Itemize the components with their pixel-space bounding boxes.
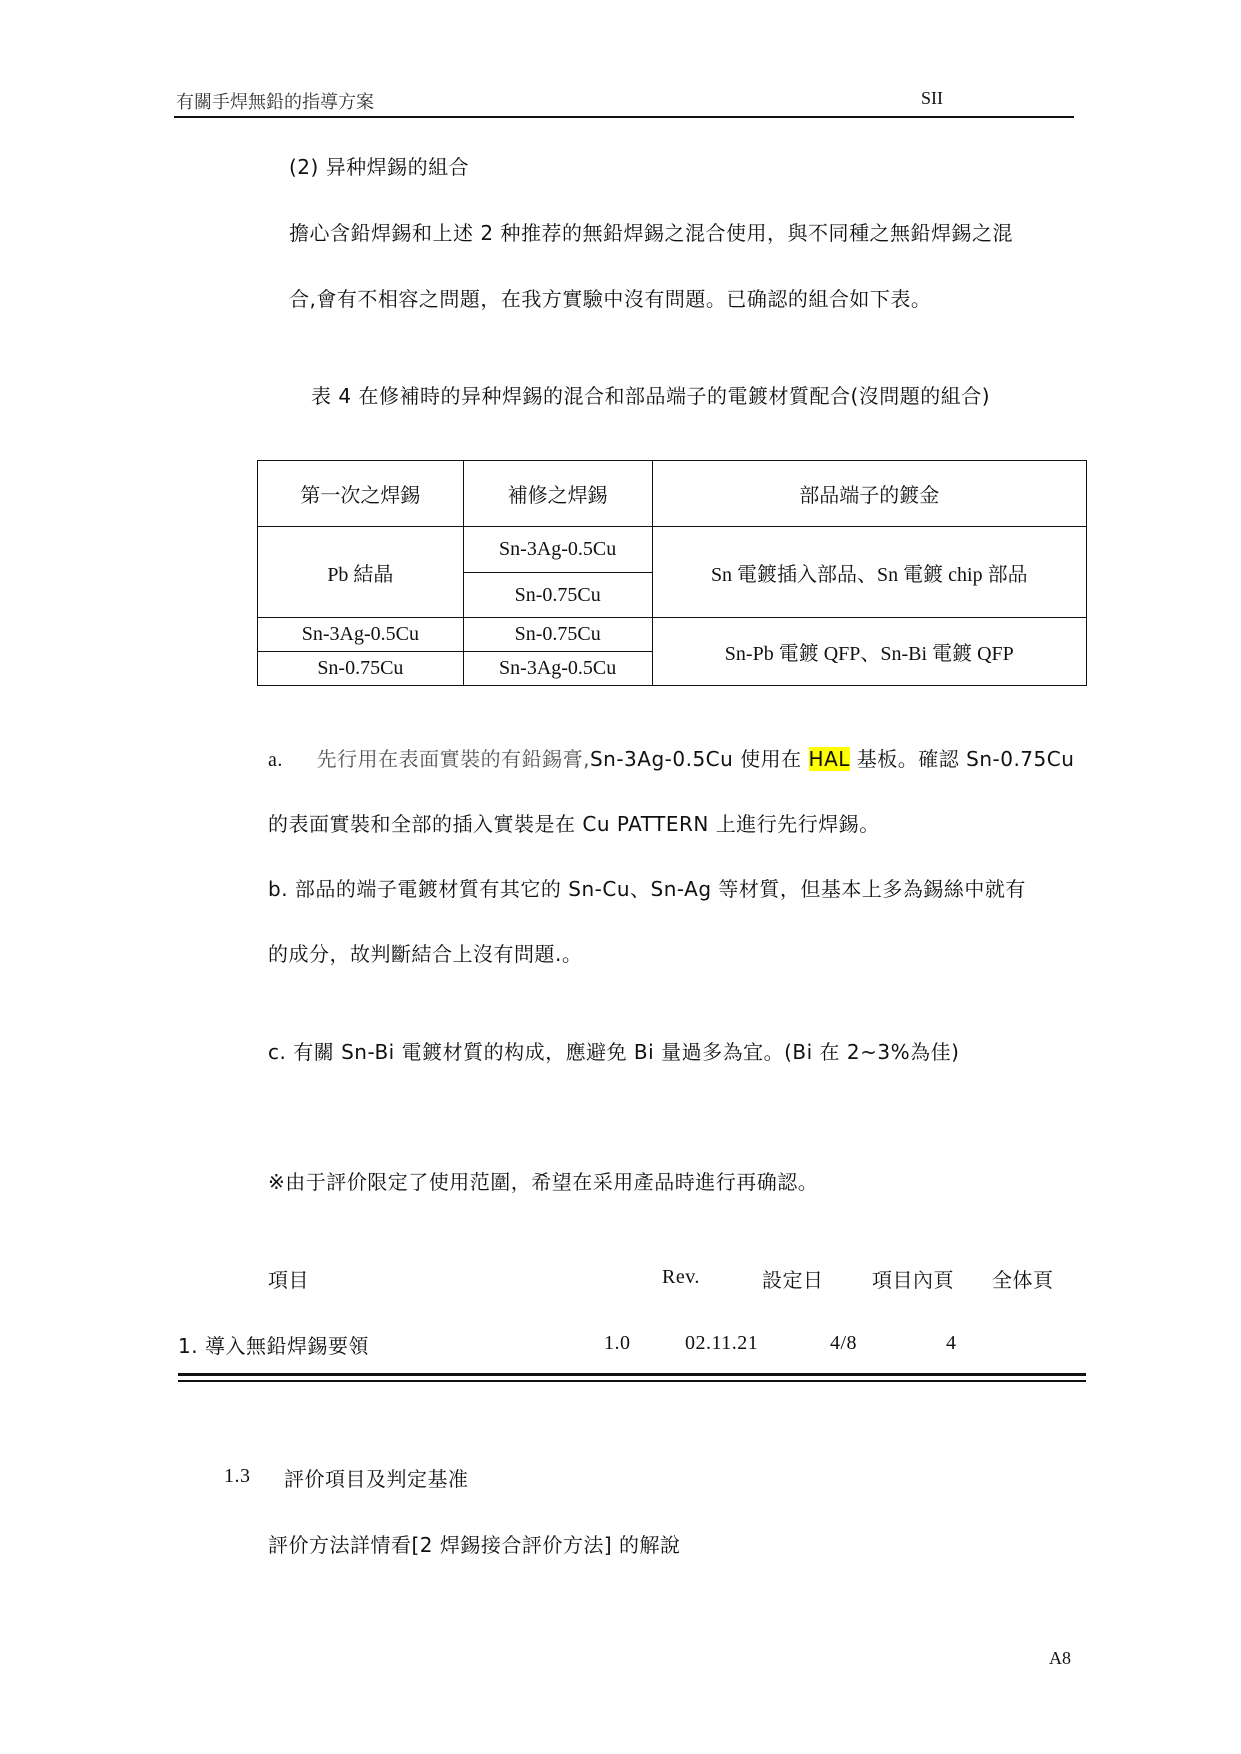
table-cell-first: Sn-3Ag-0.5Cu — [258, 618, 464, 652]
note-a-tail-text: 基板。確認 Sn-0.75Cu — [849, 747, 1075, 771]
paragraph-line-2: 合,會有不相容之問題，在我方實驗中沒有問題。已确認的組合如下表。 — [289, 287, 932, 311]
table-cell-repair: Sn-3Ag-0.5Cu — [463, 652, 652, 686]
note-c: c. 有關 Sn-Bi 電鍍材質的构成，應避免 Bi 量過多為宜。(Bi 在 2~3%為佳) — [268, 1040, 960, 1064]
table-cell-plating: Sn-Pb 電鍍 QFP、Sn-Bi 電鍍 QFP — [652, 618, 1086, 686]
header-company: SII — [921, 88, 943, 108]
header-rule — [174, 116, 1074, 118]
table-row — [258, 618, 1087, 652]
note-a-label: a. — [268, 749, 283, 771]
index-double-rule-top — [178, 1373, 1086, 1376]
section-title: (2) 异种焊錫的組合 — [289, 155, 470, 179]
index-double-rule-bottom — [178, 1380, 1086, 1382]
table-header-terminal-plating: 部品端子的鍍金 — [652, 461, 1086, 527]
table-row — [258, 527, 1087, 573]
index-header-item-page: 項目內頁 — [872, 1268, 954, 1292]
note-a-highlight: HAL — [808, 747, 850, 771]
note-a-line-1 — [268, 743, 1074, 772]
section-heading: 評价項目及判定基准 — [284, 1467, 469, 1491]
index-row-item: 1. 導入無鉛焊錫要領 — [178, 1334, 369, 1358]
index-row-rev: 1.0 — [604, 1332, 631, 1354]
page-number: A8 — [1049, 1648, 1071, 1668]
table-cell-repair: Sn-3Ag-0.5Cu — [463, 527, 652, 573]
table-cell-repair: Sn-0.75Cu — [463, 618, 652, 652]
remark: ※由于評价限定了使用范圍，希望在采用產品時進行再确認。 — [268, 1170, 819, 1194]
paragraph-line-1: 擔心含鉛焊錫和上述 2 种推荐的無鉛焊錫之混合使用，與不同種之無鉛焊錫之混 — [289, 221, 1013, 245]
index-row-total-page: 4 — [946, 1332, 957, 1354]
note-b-line-1: b. 部品的端子電鍍材質有其它的 Sn-Cu、Sn-Ag 等材質，但基本上多為錫絲中就有 — [268, 877, 1026, 901]
table-cell-plating: Sn 電鍍插入部品、Sn 電鍍 chip 部品 — [652, 527, 1086, 618]
note-a-mid-text: Sn-3Ag-0.5Cu 使用在 — [589, 747, 809, 771]
index-header-item: 項目 — [268, 1268, 309, 1292]
table-header-row — [258, 461, 1087, 527]
solder-combination-table — [257, 460, 1087, 686]
note-b-line-2: 的成分，故判斷結合上沒有問題.。 — [268, 942, 583, 966]
section-text: 評价方法詳情看[2 焊錫接合評价方法] 的解說 — [268, 1533, 681, 1557]
index-header-date: 設定日 — [762, 1268, 824, 1292]
section-number: 1.3 — [224, 1465, 251, 1487]
index-row-item-page: 4/8 — [830, 1332, 858, 1354]
table-header-repair-solder: 補修之焊錫 — [463, 461, 652, 527]
note-a-grey-text: 先行用在表面實裝的有鉛錫膏, — [316, 747, 590, 771]
table-cell-first: Pb 結晶 — [258, 527, 464, 618]
note-a-line-2: 的表面實裝和全部的插入實裝是在 Cu PATTERN 上進行先行焊錫。 — [268, 812, 880, 836]
index-row-date: 02.11.21 — [685, 1332, 759, 1354]
table-cell-first: Sn-0.75Cu — [258, 652, 464, 686]
table-header-first-solder: 第一次之焊錫 — [258, 461, 464, 527]
index-header-rev: Rev. — [662, 1266, 700, 1288]
header-title: 有關手焊無鉛的指導方案 — [176, 92, 374, 113]
index-header-total-page: 全体頁 — [992, 1268, 1054, 1292]
table-cell-repair: Sn-0.75Cu — [463, 573, 652, 618]
table-caption: 表 4 在修補時的异种焊錫的混合和部品端子的電鍍材質配合(沒問題的組合) — [311, 384, 991, 408]
